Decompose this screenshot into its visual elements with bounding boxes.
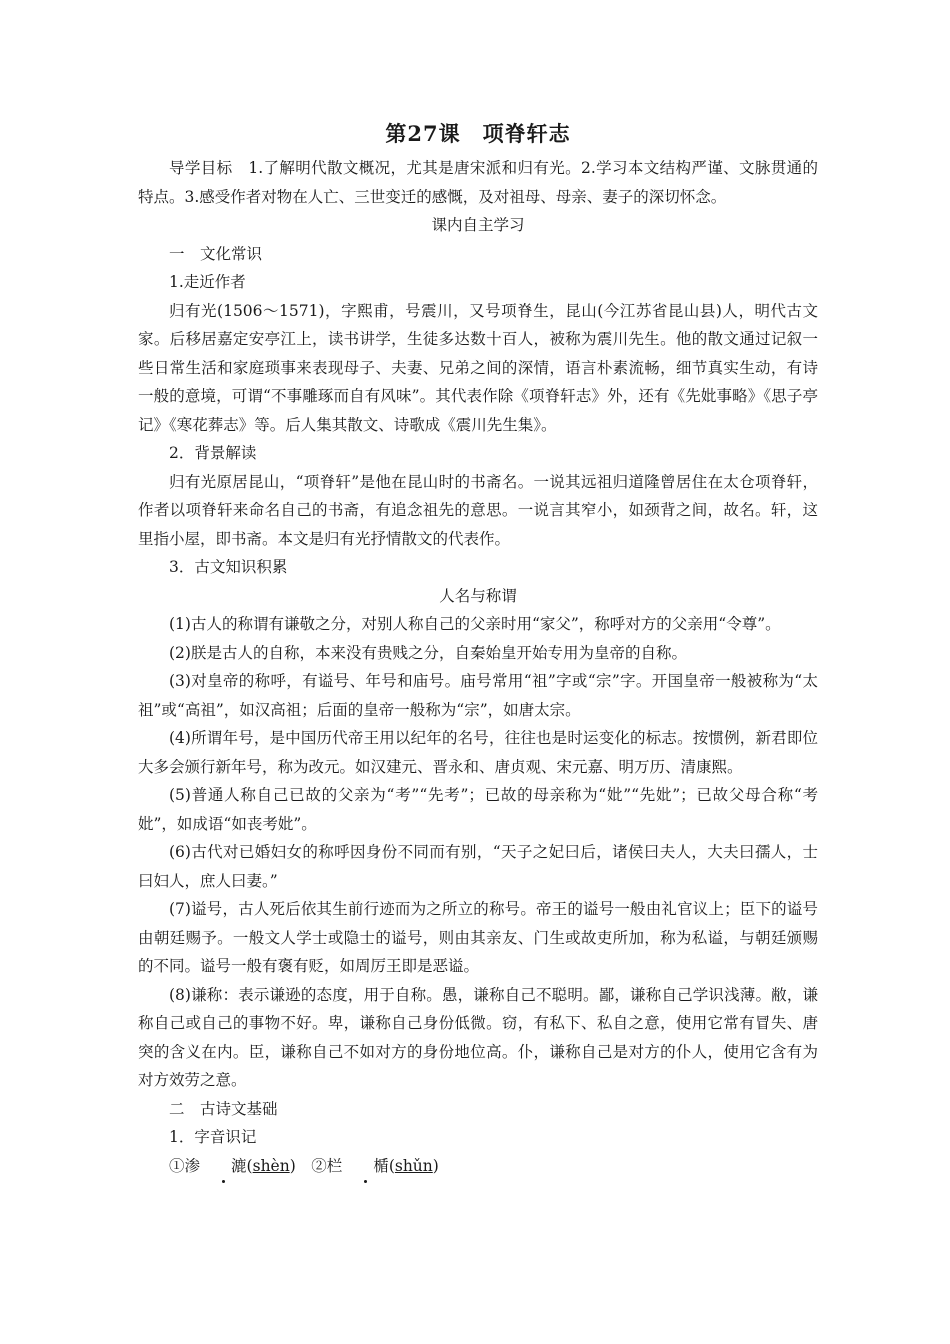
author-text: 归有光(1506～1571)，字熙甫，号震川，又号项脊生，昆山(今江苏省昆山县)人，明代古文家。后移居嘉定安亭江上，读书讲学，生徒多达数十百人，被称为震川先生。他的散文通过记叙一些日常生活和家庭琐事来表现母子、夫妻、兄弟之间的深情，语言朴素流畅，细节真实生动，有诗一般的意境，可谓“不事雕琢而自有风味”。其代表作除《项脊轩志》外，还有《先妣事略》《思子亭记》《寒花葬志》等。后人集其散文、诗歌成《震川先生集》。: [138, 301, 818, 434]
knowledge-item: (2)朕是古人的自称，本来没有贵贱之分，自秦始皇开始专用为皇帝的自称。: [169, 643, 687, 662]
pinyin: shèn: [252, 1156, 290, 1175]
pronunciation-heading: 1．字音识记: [169, 1128, 257, 1146]
dotted-char: 漉: [200, 1152, 247, 1181]
background-heading: 2．背景解读: [169, 444, 257, 462]
part1-heading: 一 文化常识: [169, 244, 263, 263]
lesson-title: 第27课 项脊轩志: [385, 121, 571, 146]
learning-goals: 导学目标 1.了解明代散文概况，尤其是唐宋派和归有光。2.学习本文结构严谨、文脉贯通的特点。3.感受作者对物在人亡、三世变迁的感慨，及对祖母、母亲、妻子的深切怀念。: [138, 159, 818, 206]
dotted-char: 楯: [342, 1152, 389, 1181]
item-number: ②: [311, 1156, 327, 1175]
part2-heading: 二 古诗文基础: [169, 1099, 278, 1118]
knowledge-item: (4)所谓年号，是中国历代帝王用以纪年的名号，往往也是时运变化的标志。按惯例，新君即位大多会颁行新年号，称为改元。如汉建元、晋永和、唐贞观、宋元嘉、明万历、清康熙。: [138, 729, 818, 776]
item-number: ①: [169, 1156, 185, 1175]
section-heading: 课内自主学习: [431, 216, 525, 234]
knowledge-subtitle: 人名与称谓: [439, 586, 517, 605]
word-char: 栏: [326, 1156, 343, 1175]
word-char: 渗: [184, 1156, 201, 1175]
knowledge-item: (8)谦称：表示谦逊的态度，用于自称。愚，谦称自己不聪明。鄙，谦称自己学识浅薄。敝，谦称自己或自己的事物不好。卑，谦称自己身份低微。窃，有私下、私自之意，使用它常有冒失、唐突的含义在内。臣，谦称自己不如对方的身份地位高。仆，谦称自己是对方的仆人，使用它含有为对方效劳之意。: [138, 985, 818, 1089]
knowledge-item: (5)普通人称自己已故的父亲为“考”“先考”；已故的母亲称为“妣”“先妣”；已故父母合称“考妣”，如成语“如丧考妣”。: [138, 786, 818, 833]
background-text: 归有光原居昆山，“项脊轩”是他在昆山时的书斋名。一说其远祖归道隆曾居住在太仓项脊轩，作者以项脊轩来命名自己的书斋，有追念祖先的意思。一说言其窄小，如颈背之间，故名。轩，这里指小屋，即书斋。本文是归有光抒情散文的代表作。: [138, 472, 818, 548]
knowledge-heading: 3．古文知识积累: [169, 558, 288, 576]
knowledge-item: (3)对皇帝的称呼，有谥号、年号和庙号。庙号常用“祖”字或“宗”字。开国皇帝一般被称为“太祖”或“高祖”，如汉高祖；后面的皇帝一般称为“宗”，如唐太宗。: [138, 672, 818, 719]
author-heading: 1.走近作者: [169, 273, 246, 291]
pinyin: shǔn: [394, 1156, 433, 1175]
pronunciation-line: ①渗 漉(shèn) ②栏 楯(shǔn): [138, 1152, 818, 1181]
knowledge-item: (7)谥号，古人死后依其生前行迹而为之所立的称号。帝王的谥号一般由礼官议上；臣下的谥号由朝廷赐予。一般文人学士或隐士的谥号，则由其亲友、门生或故吏所加，称为私谥，与朝廷颁赐的不同。谥号一般有褒有贬，如周厉王即是恶谥。: [138, 900, 818, 975]
knowledge-item: (1)古人的称谓有谦敬之分，对别人称自己的父亲时用“家父”，称呼对方的父亲用“令尊”。: [169, 615, 781, 633]
knowledge-item: (6)古代对已婚妇女的称呼因身份不同而有别，“天子之妃曰后，诸侯曰夫人，大夫曰孺人，士曰妇人，庶人曰妻。”: [138, 843, 818, 890]
document-page: [138, 118, 818, 1180]
